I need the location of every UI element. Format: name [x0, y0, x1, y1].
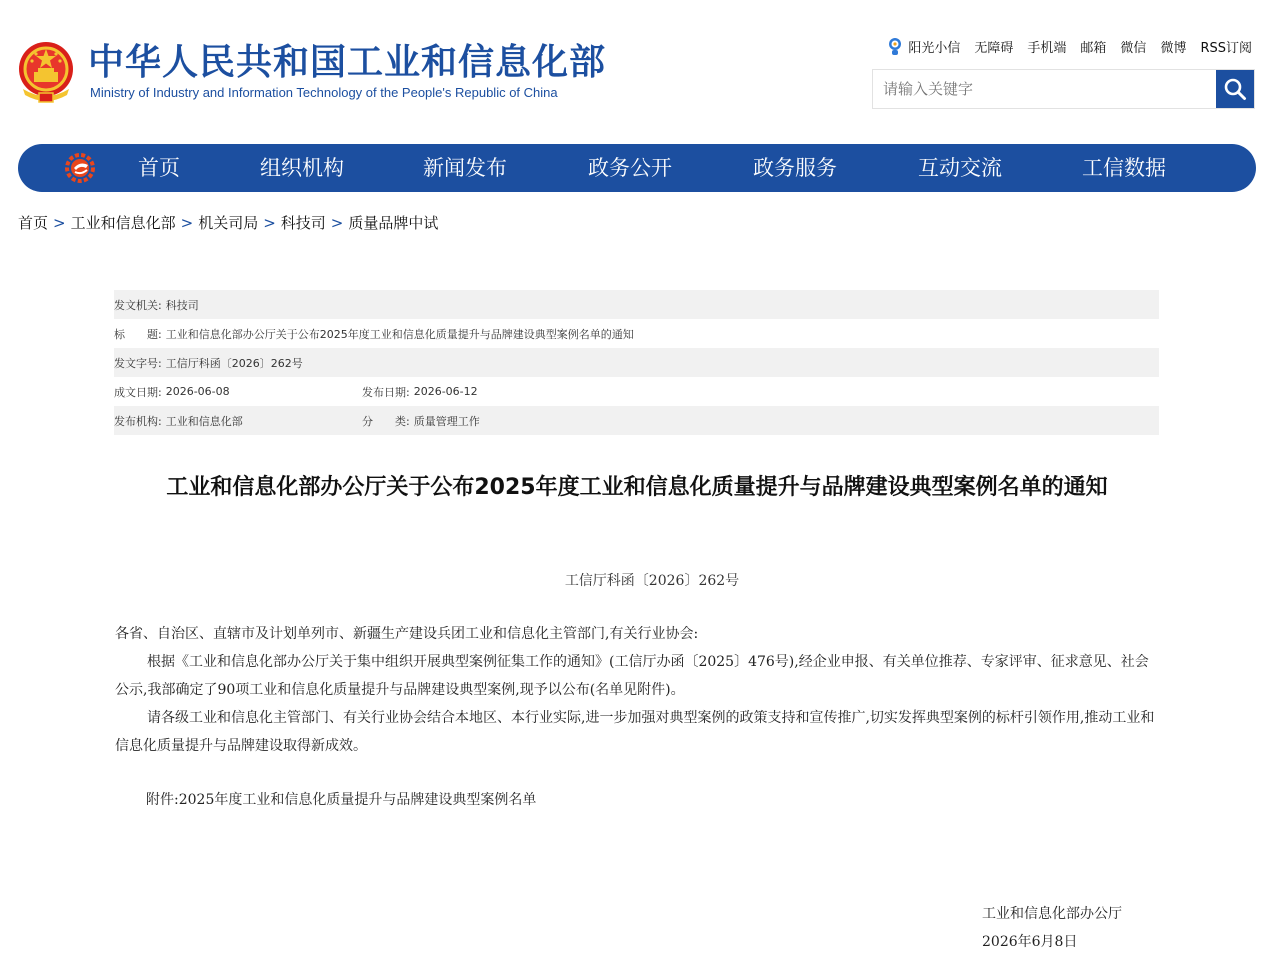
meta-org-label: 发布机构:: [114, 414, 162, 428]
meta-created-label: 成文日期:: [114, 385, 162, 399]
meta-created-value: 2026-06-08: [165, 385, 230, 398]
article-salutation: 各省、自治区、直辖市及计划单列市、新疆生产建设兵团工业和信息化主管部门,有关行业协会:: [115, 626, 699, 642]
toplink-accessibility[interactable]: 无障碍: [974, 40, 1014, 56]
meta-category-value: 质量管理工作: [413, 414, 480, 428]
nav-organization[interactable]: 组织机构: [260, 156, 344, 180]
meta-row-org: [114, 406, 1159, 435]
breadcrumb-home[interactable]: 首页: [18, 214, 49, 232]
search-button[interactable]: [1216, 70, 1254, 108]
breadcrumb-separator: >: [53, 213, 66, 232]
meta-org-value: 工业和信息化部: [165, 414, 243, 428]
breadcrumb: [18, 212, 438, 233]
meta-row-docno: [114, 348, 1159, 377]
site-header: [0, 0, 1264, 130]
toplink-weibo[interactable]: 微博: [1160, 40, 1187, 56]
nav-news[interactable]: 新闻发布: [423, 156, 507, 180]
national-emblem-icon[interactable]: [17, 41, 75, 105]
toplink-sunshine-label: 阳光小信: [908, 40, 961, 56]
search-input[interactable]: [873, 70, 1217, 108]
article-paragraph: 根据《工业和信息化部办公厅关于集中组织开展典型案例征集工作的通知》(工信厅办函〔2025〕476号),经企业申报、有关单位推荐、专家评审、征求意见、社会公示,我部确定了90项工业和信息化质量提升与品牌建设典型案例,现予以公布(名单见附件)。: [115, 654, 1149, 698]
ministry-gear-logo-icon[interactable]: [64, 152, 96, 184]
signature-block: [982, 900, 1122, 956]
breadcrumb-tech-dept[interactable]: 科技司: [280, 214, 326, 232]
mascot-icon: [887, 36, 903, 56]
main-nav: [18, 144, 1256, 192]
meta-issuer-label: 发文机关:: [114, 298, 162, 312]
article-body: [115, 620, 1160, 760]
meta-published-value: 2026-06-12: [413, 385, 478, 398]
article-paragraph: 请各级工业和信息化主管部门、有关行业协会结合本地区、本行业实际,进一步加强对典型案例的政策支持和宣传推广,切实发挥典型案例的标杆引领作用,推动工业和信息化质量提升与品牌建设取得新成效。: [115, 710, 1155, 754]
meta-title-value: 工业和信息化部办公厅关于公布2025年度工业和信息化质量提升与品牌建设典型案例名单的通知: [165, 327, 634, 341]
breadcrumb-ministry[interactable]: 工业和信息化部: [70, 214, 176, 232]
nav-data[interactable]: 工信数据: [1082, 156, 1166, 180]
meta-published-label: 发布日期:: [362, 385, 410, 399]
meta-category-label: 分 类:: [362, 414, 410, 428]
breadcrumb-separator: >: [330, 213, 344, 232]
meta-title-label: 标 题:: [114, 327, 162, 341]
breadcrumb-separator: >: [180, 213, 194, 232]
meta-row-issuer: [114, 290, 1159, 319]
toplink-wechat[interactable]: 微信: [1120, 40, 1147, 56]
toplink-mobile[interactable]: 手机端: [1027, 40, 1067, 56]
meta-docno-value: 工信厅科函〔2026〕262号: [165, 356, 303, 370]
article-docno: 工信厅科函〔2026〕262号: [564, 573, 740, 589]
site-logo-subtitle[interactable]: Ministry of Industry and Information Technology of the People's Republic of China: [90, 85, 558, 100]
meta-row-title: [114, 319, 1159, 348]
site-logo-title[interactable]: 中华人民共和国工业和信息化部: [88, 42, 607, 83]
top-links: [887, 36, 1252, 56]
signer-name: 工业和信息化部办公厅: [982, 906, 1122, 922]
nav-interaction[interactable]: 互动交流: [918, 156, 1002, 180]
toplink-rss[interactable]: RSS订阅: [1200, 40, 1252, 56]
breadcrumb-quality-brand[interactable]: 质量品牌中试: [348, 214, 439, 232]
meta-docno-label: 发文字号:: [114, 356, 162, 370]
sign-date: 2026年6月8日: [982, 934, 1078, 950]
breadcrumb-departments[interactable]: 机关司局: [198, 214, 259, 232]
search-icon: [1223, 77, 1247, 101]
nav-home[interactable]: 首页: [138, 156, 180, 180]
toplink-mail[interactable]: 邮箱: [1080, 40, 1107, 56]
attachment-link[interactable]: 附件:2025年度工业和信息化质量提升与品牌建设典型案例名单: [146, 792, 537, 808]
article-title: 工业和信息化部办公厅关于公布2025年度工业和信息化质量提升与品牌建设典型案例名单的通知: [166, 475, 1108, 500]
nav-gov-open[interactable]: 政务公开: [588, 156, 672, 180]
document-meta-table: [114, 290, 1159, 435]
meta-row-dates: [114, 377, 1159, 406]
search-box: [872, 69, 1255, 109]
breadcrumb-separator: >: [263, 213, 276, 232]
nav-gov-service[interactable]: 政务服务: [753, 156, 837, 180]
meta-issuer-value: 科技司: [165, 298, 199, 312]
toplink-sunshine[interactable]: [887, 36, 960, 56]
